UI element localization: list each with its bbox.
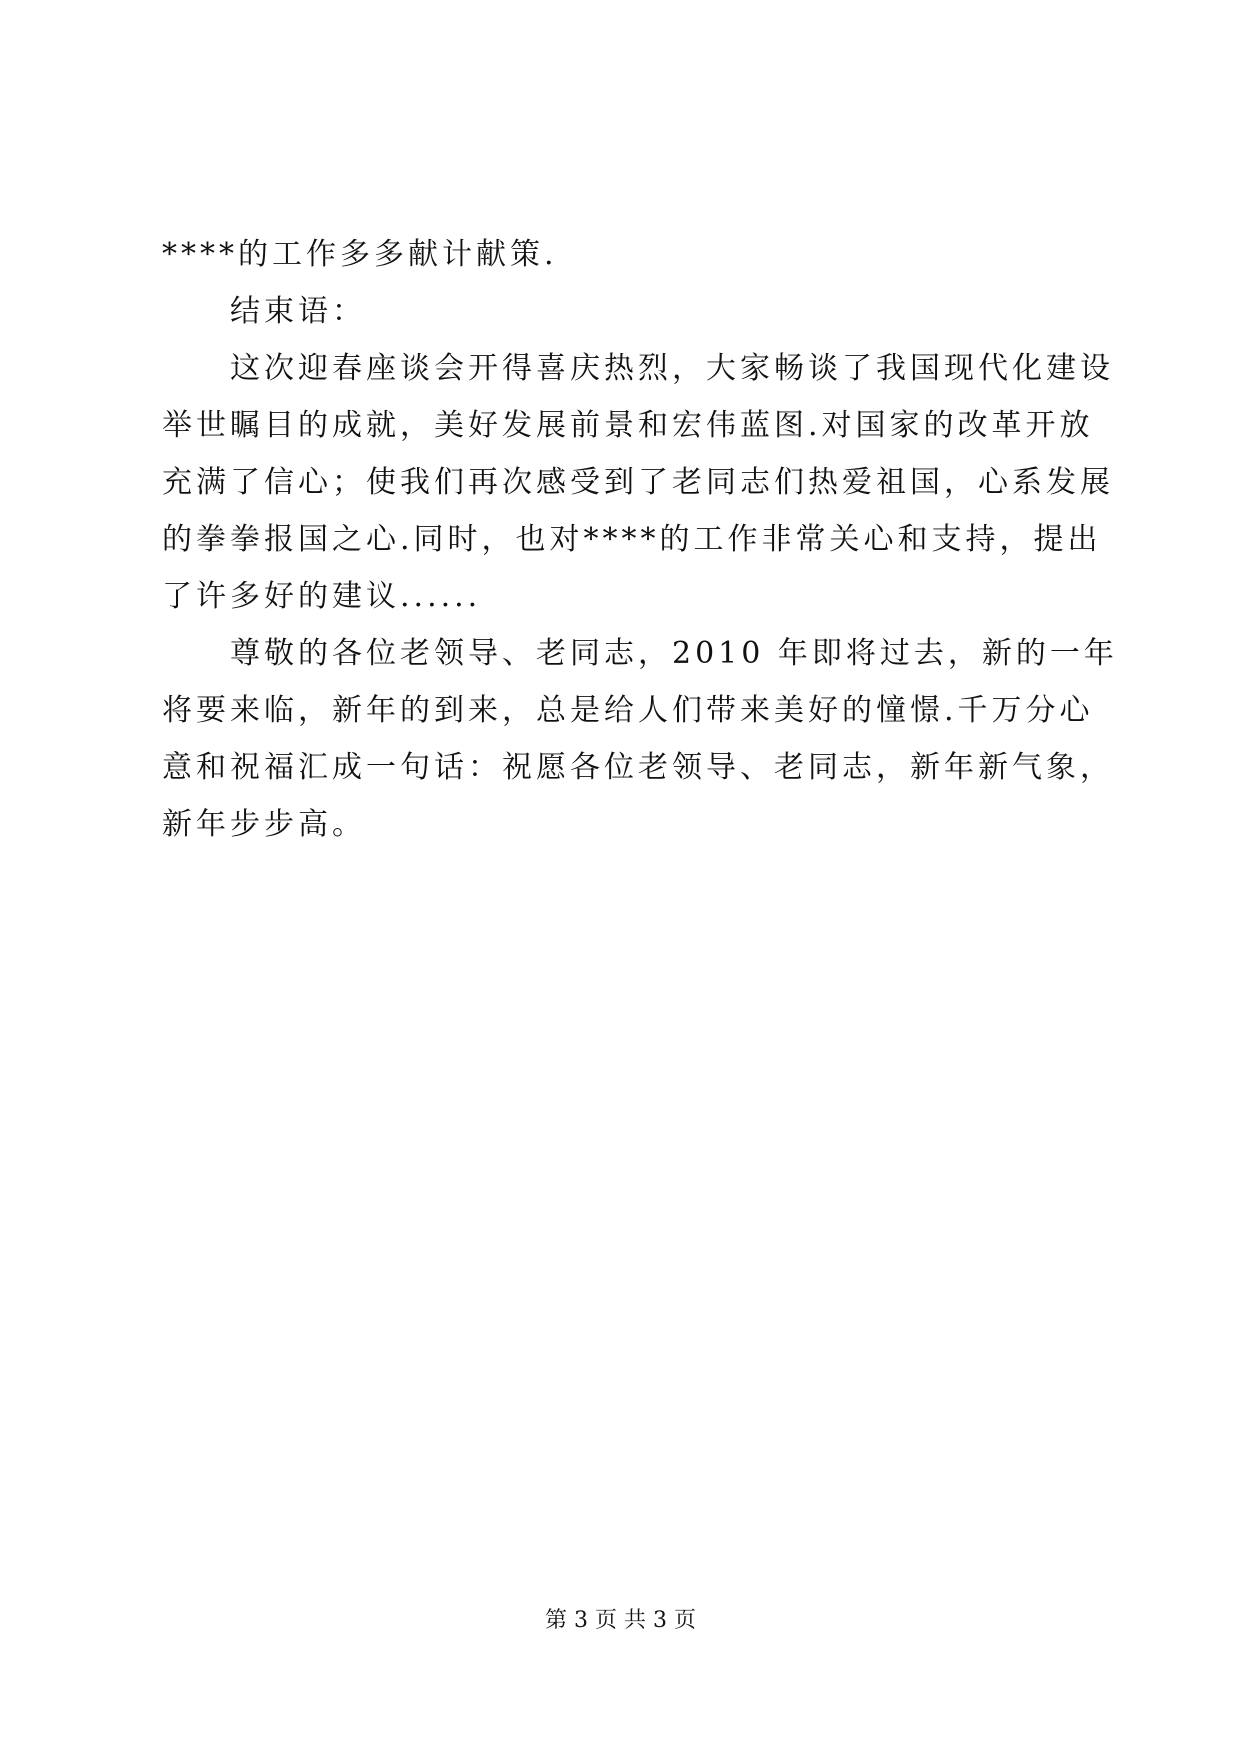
text-line: 了许多好的建议......: [162, 579, 482, 614]
text-line: 这次迎春座谈会开得喜庆热烈，大家畅谈了我国现代化建设: [230, 351, 1114, 386]
text-line: 新年步步高。: [162, 807, 366, 842]
text-line: 将要来临，新年的到来，总是给人们带来美好的憧憬.千万分心: [162, 693, 1094, 728]
text-line: 意和祝福汇成一句话：祝愿各位老领导、老同志，新年新气象，: [162, 750, 1114, 785]
document-body: [162, 226, 1118, 853]
text-line: 尊敬的各位老领导、老同志，2010 年即将过去，新的一年: [230, 636, 1118, 671]
text-line: 的拳拳报国之心.同时，也对****的工作非常关心和支持，提出: [162, 522, 1102, 557]
page-number-footer: 第 3 页 共 3 页: [545, 1608, 696, 1633]
text-line: ****的工作多多献计献策.: [162, 237, 558, 272]
text-line: 充满了信心；使我们再次感受到了老同志们热爱祖国，心系发展: [162, 465, 1114, 500]
text-line: 举世瞩目的成就，美好发展前景和宏伟蓝图.对国家的改革开放: [162, 408, 1094, 443]
text-line: 结束语：: [230, 294, 366, 329]
